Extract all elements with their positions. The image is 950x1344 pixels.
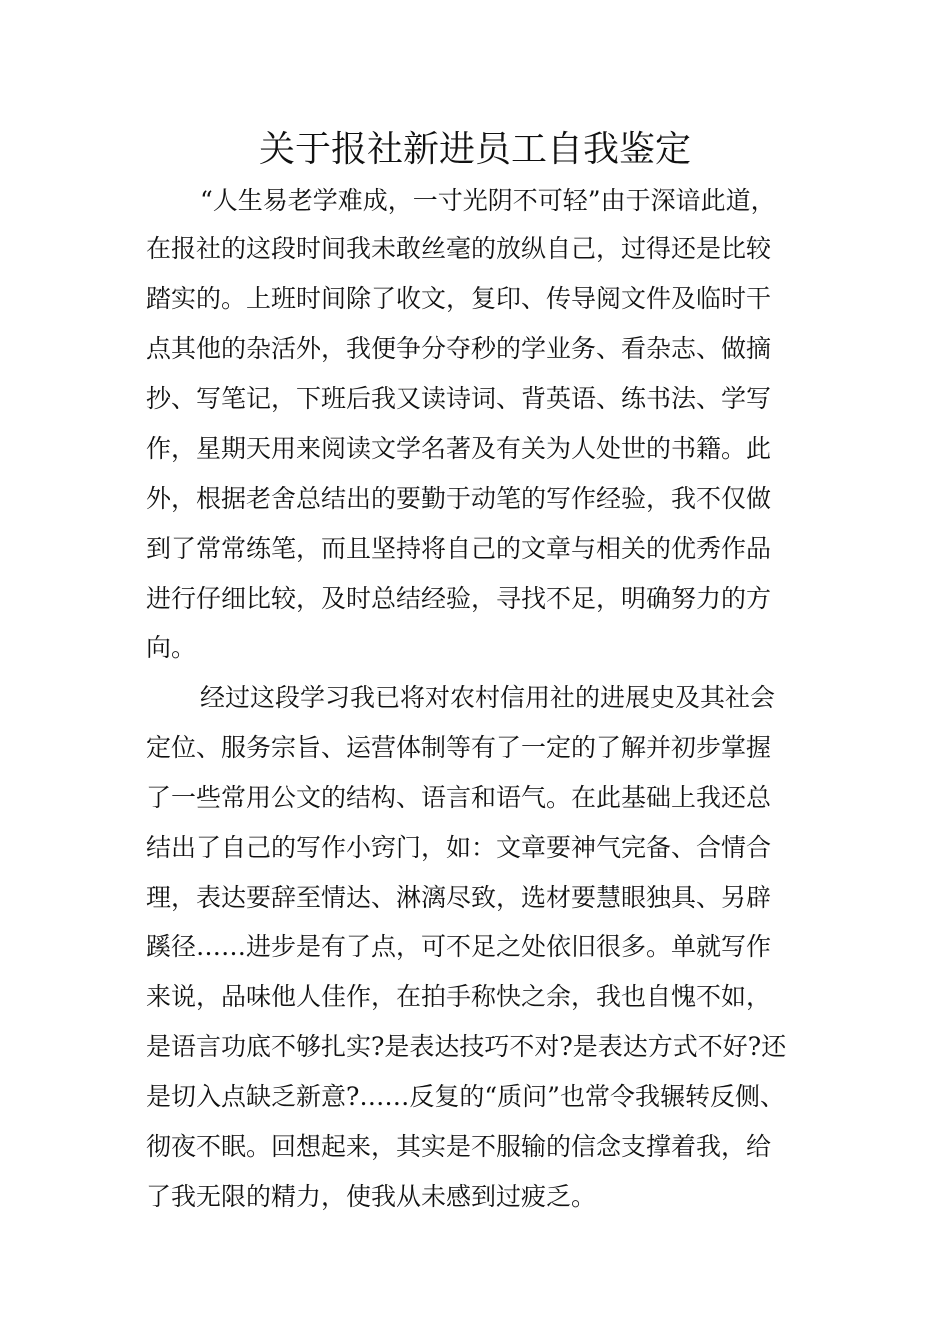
paragraph-line: 是切入点缺乏新意?……反复的“质问”也常令我辗转反侧、 [146, 1082, 785, 1111]
paragraph-line: 经过这段学习我已将对农村信用社的进展史及其社会 [200, 683, 776, 712]
paragraph-line: 来说，品味他人佳作，在拍手称快之余，我也自愧不如， [146, 982, 772, 1011]
paragraph-line: 彻夜不眠。回想起来，其实是不服输的信念支撑着我，给 [146, 1132, 772, 1161]
paragraph-line: 在报社的这段时间我未敢丝毫的放纵自己，过得还是比较 [146, 234, 772, 263]
document-title: 关于报社新进员工自我鉴定 [258, 129, 691, 170]
paragraph-line: 向。 [146, 633, 197, 662]
paragraph-line: 是语言功底不够扎实?是表达技巧不对?是表达方式不好?还 [146, 1032, 787, 1061]
paragraph-line: 理，表达要辞至情达、淋漓尽致，选材要慧眼独具、另辟 [146, 883, 772, 912]
paragraph-line: 踏实的。上班时间除了收文，复印、传导阅文件及临时干 [146, 284, 772, 313]
paragraph-line: 结出了自己的写作小窍门，如：文章要神气完备、合情合 [146, 833, 772, 862]
paragraph-line: 蹊径……进步是有了点，可不足之处依旧很多。单就写作 [146, 932, 772, 961]
paragraph-line: 点其他的杂活外，我便争分夺秒的学业务、看杂志、做摘 [146, 334, 772, 363]
paragraph-line: 外，根据老舍总结出的要勤于动笔的写作经验，我不仅做 [146, 484, 772, 513]
paragraph-line: 抄、写笔记，下班后我又读诗词、背英语、练书法、学写 [146, 384, 772, 413]
paragraph-line: 了一些常用公文的结构、语言和语气。在此基础上我还总 [146, 783, 772, 812]
paragraph-line: 到了常常练笔，而且坚持将自己的文章与相关的优秀作品 [146, 534, 772, 563]
paragraph-line: 定位、服务宗旨、运营体制等有了一定的了解并初步掌握 [146, 733, 772, 762]
paragraph-line: 作，星期天用来阅读文学名著及有关为人处世的书籍。此 [146, 434, 772, 463]
paragraph-line: 进行仔细比较，及时总结经验，寻找不足，明确努力的方 [146, 584, 772, 613]
paragraph-line: “人生易老学难成，一寸光阴不可轻”由于深谙此道， [200, 186, 776, 215]
paragraph-line: 了我无限的精力，使我从未感到过疲乏。 [146, 1182, 597, 1211]
